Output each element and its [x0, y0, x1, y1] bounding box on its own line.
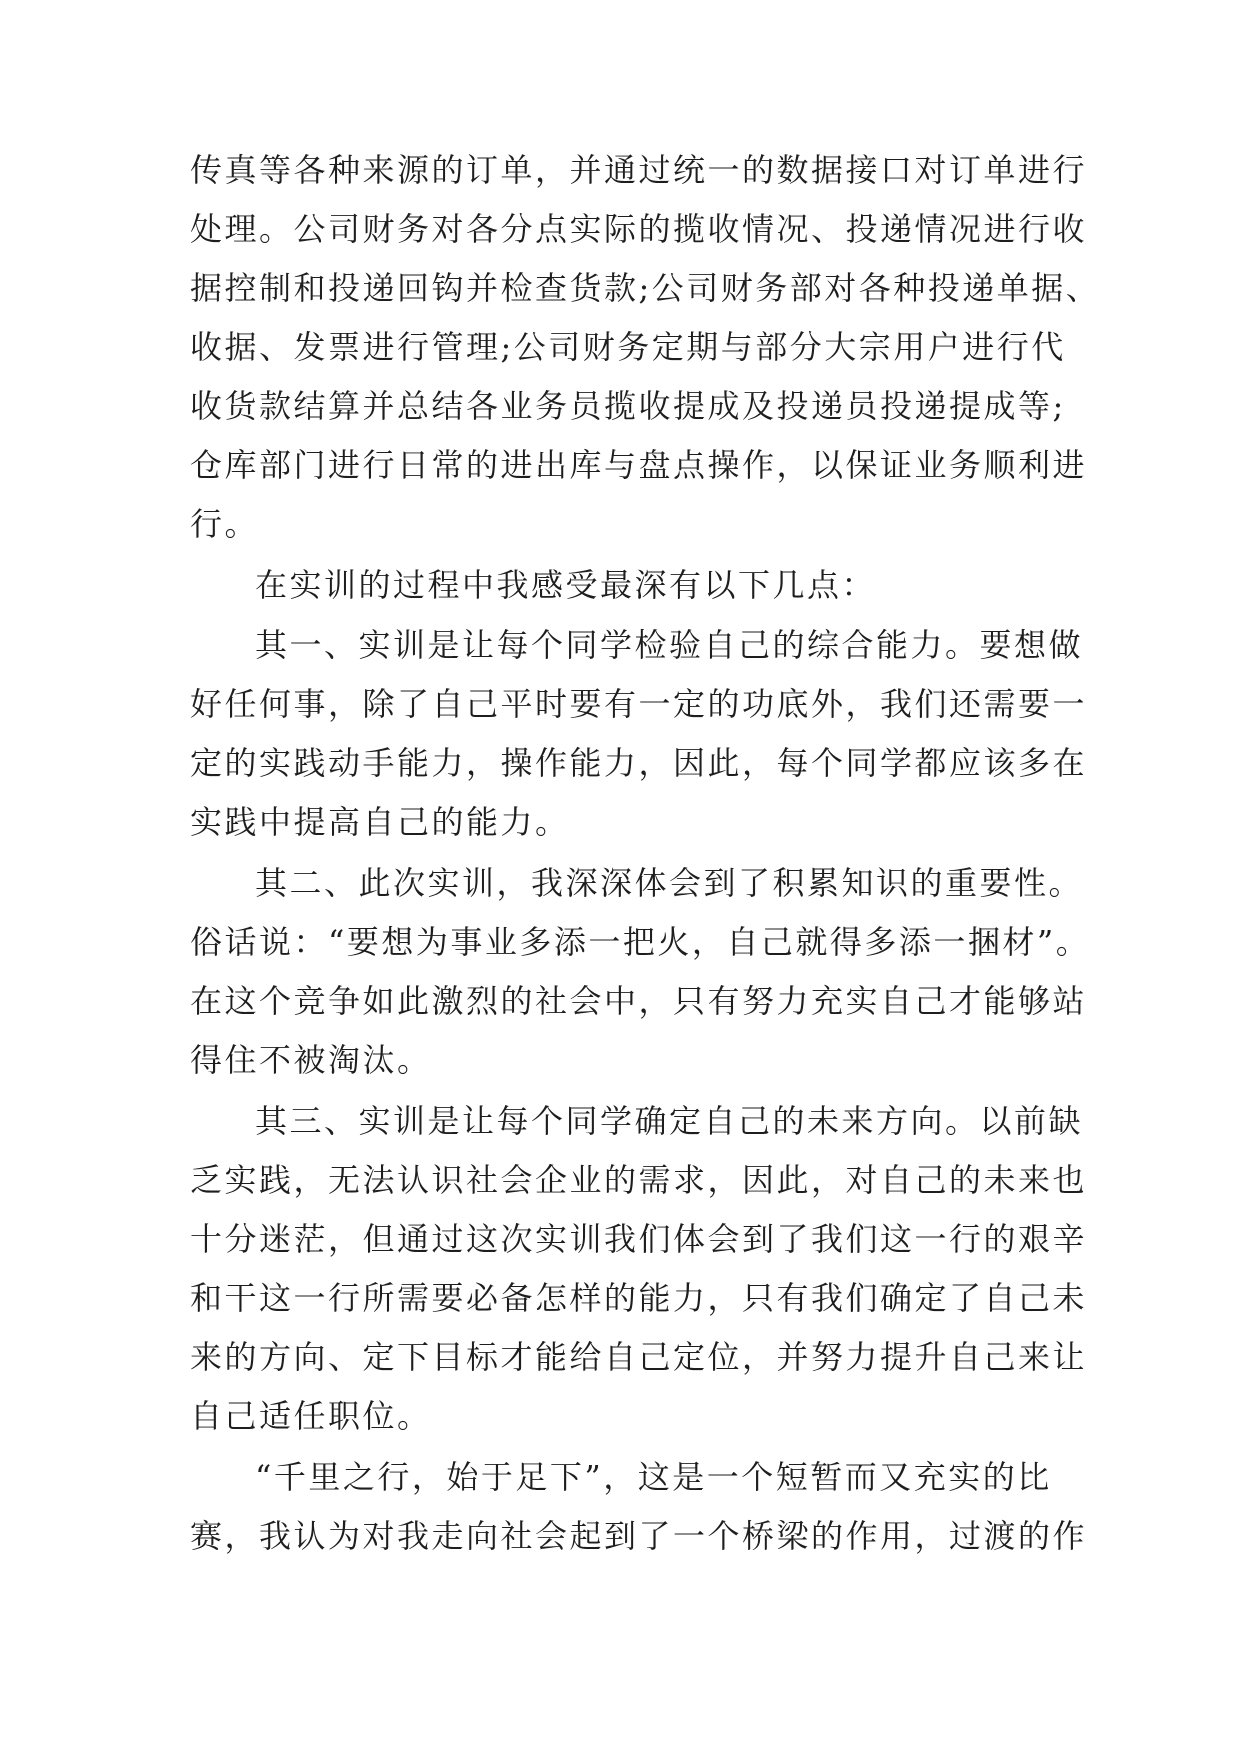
text-line: 赛，我认为对我走向社会起到了一个桥梁的作用，过渡的作: [190, 1517, 1088, 1555]
text-line: 好任何事，除了自己平时要有一定的功底外，我们还需要一: [190, 685, 1088, 723]
text-line: 收据、发票进行管理;公司财务定期与部分大宗用户进行代: [190, 328, 1066, 366]
text-line: 实践中提高自己的能力。: [190, 803, 570, 841]
text-line: 行。: [190, 505, 260, 543]
text-line: 自己适任职位。: [190, 1397, 432, 1435]
text-line: 得住不被淘汰。: [190, 1041, 432, 1079]
text-line: 十分迷茫，但通过这次实训我们体会到了我们这一行的艰辛: [190, 1220, 1088, 1258]
text-line: 收货款结算并总结各业务员揽收提成及投递员投递提成等;: [190, 387, 1066, 425]
paragraph-first-line: 其一、实训是让每个同学检验自己的综合能力。要想做: [255, 626, 1084, 664]
text-line: 据控制和投递回钩并检查货款;公司财务部对各种投递单据、: [190, 269, 1101, 307]
text-line: 仓库部门进行日常的进出库与盘点操作，以保证业务顺利进: [190, 446, 1088, 484]
paragraph-first-line: 其三、实训是让每个同学确定自己的未来方向。以前缺: [255, 1102, 1084, 1140]
paragraph-first-line: “千里之行，始于足下”，这是一个短暂而又充实的比: [255, 1458, 1052, 1496]
text-line: 处理。公司财务对各分点实际的揽收情况、投递情况进行收: [190, 210, 1088, 248]
text-line: 来的方向、定下目标才能给自己定位，并努力提升自己来让: [190, 1338, 1088, 1376]
text-line: 和干这一行所需要必备怎样的能力，只有我们确定了自己未: [190, 1279, 1088, 1317]
paragraph-first-line: 在实训的过程中我感受最深有以下几点：: [255, 566, 877, 604]
text-line: 俗话说：“要想为事业多添一把火，自己就得多添一捆材”。: [190, 923, 1091, 961]
text-line: 乏实践，无法认识社会企业的需求，因此，对自己的未来也: [190, 1161, 1088, 1199]
text-line: 传真等各种来源的订单，并通过统一的数据接口对订单进行: [190, 151, 1088, 189]
text-line: 在这个竞争如此激烈的社会中，只有努力充实自己才能够站: [190, 982, 1088, 1020]
paragraph-first-line: 其二、此次实训，我深深体会到了积累知识的重要性。: [255, 864, 1084, 902]
text-line: 定的实践动手能力，操作能力，因此，每个同学都应该多在: [190, 744, 1088, 782]
